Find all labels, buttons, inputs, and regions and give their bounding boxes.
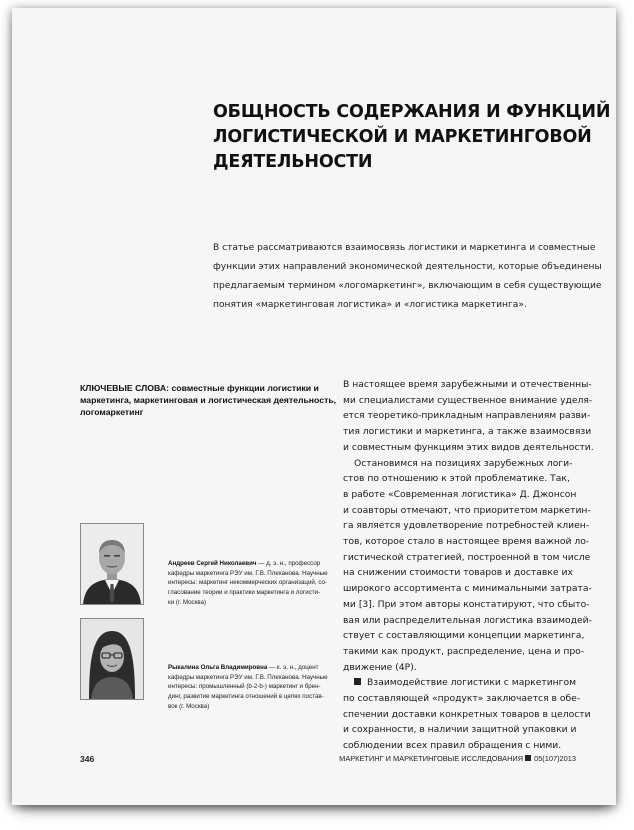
article-abstract — [213, 239, 602, 315]
title-line: ДЕЯТЕЛЬНОСТИ — [213, 152, 373, 172]
body-line: соблюдении всех правил обращения с ними. — [343, 740, 562, 752]
journal-page — [12, 8, 616, 805]
body-line: и соавторы отмечают, что приоритетом маркетин- — [343, 504, 591, 516]
body-line: на снижении стоимости товаров и доставке их — [343, 567, 573, 579]
body-line: ми [3]. При этом авторы констатируют, что сбыто- — [343, 598, 590, 610]
author-name: Рыкалина Ольга Владимировна — [168, 664, 268, 671]
author-photo — [80, 523, 144, 605]
abstract-line: понятия «маркетинговая логистика» и «логистика маркетинга». — [213, 300, 527, 310]
article-body — [343, 377, 605, 754]
author-degree: — д. э. н., профессор — [256, 560, 321, 567]
body-line: по составляющей «продукт» заключается в обе- — [343, 693, 581, 705]
body-line: ствует с составляющими концепции маркетинга, — [343, 630, 585, 642]
author-line: интересы: маркетинг некоммерческих организаций, со- — [168, 579, 327, 587]
journal-footer — [339, 754, 576, 763]
body-line: тов, которое стало в настоящее время важной ло- — [343, 536, 590, 548]
abstract-line: предлагаемым термином «логомаркетинг», включающим в себя существующие — [213, 281, 602, 291]
body-line: широкого ассортимента с минимальными затрата- — [343, 583, 592, 595]
author-line: кафедры маркетинга РЭУ им. Г.В. Плеханова. Научные — [168, 673, 328, 681]
body-line: вая или распределительная логистика взаимодей- — [343, 614, 592, 626]
author-first-line — [168, 559, 348, 569]
square-separator-icon — [525, 755, 531, 761]
body-line: ется теоретико-прикладным направлениям разви- — [343, 410, 591, 422]
body-line: ми специалистами существенное внимание уделя- — [343, 394, 593, 406]
body-paragraphs — [343, 377, 605, 675]
author-line: гласование теории и практики маркетинга и логисти- — [168, 589, 321, 597]
author-line: вок (г. Москва) — [168, 702, 210, 710]
body-line: гистической стратегией, построенной в том числе — [343, 551, 591, 563]
body-line: Остановимся на позициях зарубежных логи- — [354, 457, 573, 469]
body-line: стов по отношению к этой проблематике. Так, — [343, 473, 570, 485]
journal-issue: 05(107)2013 — [534, 754, 576, 763]
keywords-line: КЛЮЧЕВЫЕ СЛОВА: совместные функции логистики и — [80, 383, 319, 393]
journal-name: МАРКЕТИНГ И МАРКЕТИНГОВЫЕ ИССЛЕДОВАНИЯ — [339, 754, 524, 763]
bullet-paragraph-first-line — [343, 675, 605, 691]
author-name: Андреев Сергей Николаевич — [168, 560, 257, 567]
author-line: кафедры маркетинга РЭУ им. Г.В. Плеханова. Научные — [168, 569, 328, 577]
body-line: в работе «Современная логистика» Д. Джонсон — [343, 488, 577, 500]
author-info — [168, 663, 348, 712]
body-line: движение (4P). — [343, 661, 417, 673]
bullet-text: Взаимодействие логистики с маркетингом — [367, 677, 577, 689]
author-line: интересы: промышленный (b-2-b-) маркетинг и брен- — [168, 683, 321, 691]
keywords-line: логомаркетинг — [80, 407, 144, 417]
square-bullet-icon — [354, 678, 361, 685]
title-line: ОБЩНОСТЬ СОДЕРЖАНИЯ И ФУНКЦИЙ — [213, 102, 611, 122]
author-degree: — к. э. н., доцент — [267, 664, 319, 671]
keywords-line: маркетинга, маркетинговая и логистическая деятельность, — [80, 395, 337, 405]
author-line: динг, развитие маркетинга отношений в цепях постав- — [168, 693, 324, 701]
author-line: ки (г. Москва) — [168, 598, 207, 606]
body-line: и сохранности, в наличии защитной упаковки и — [343, 724, 577, 736]
author-photo — [80, 618, 144, 700]
keywords-block — [80, 382, 337, 418]
page-number: 346 — [80, 754, 95, 764]
body-line: га является удовлетворение потребностей клиен- — [343, 520, 590, 532]
author-first-line — [168, 663, 348, 673]
body-line: такими как продукт, распределение, цена и про- — [343, 645, 585, 657]
abstract-line: функции этих направлений экономической деятельности, которые объединены — [213, 262, 602, 272]
title-line: ЛОГИСТИЧЕСКОЙ И МАРКЕТИНГОВОЙ — [213, 127, 592, 147]
body-line: В настоящее время зарубежными и отечественны- — [343, 379, 592, 390]
body-line: и совместным функциям этих видов деятельности. — [343, 441, 594, 453]
abstract-line: В статье рассматриваются взаимосвязь логистики и маркетинга и совместные — [213, 243, 596, 253]
article-title — [213, 100, 611, 175]
body-line: тия логистики и маркетинга, а также взаимосвязи — [343, 426, 592, 438]
body-line: спечении доставки конкретных товаров в целости — [343, 708, 591, 720]
author-info — [168, 559, 348, 608]
